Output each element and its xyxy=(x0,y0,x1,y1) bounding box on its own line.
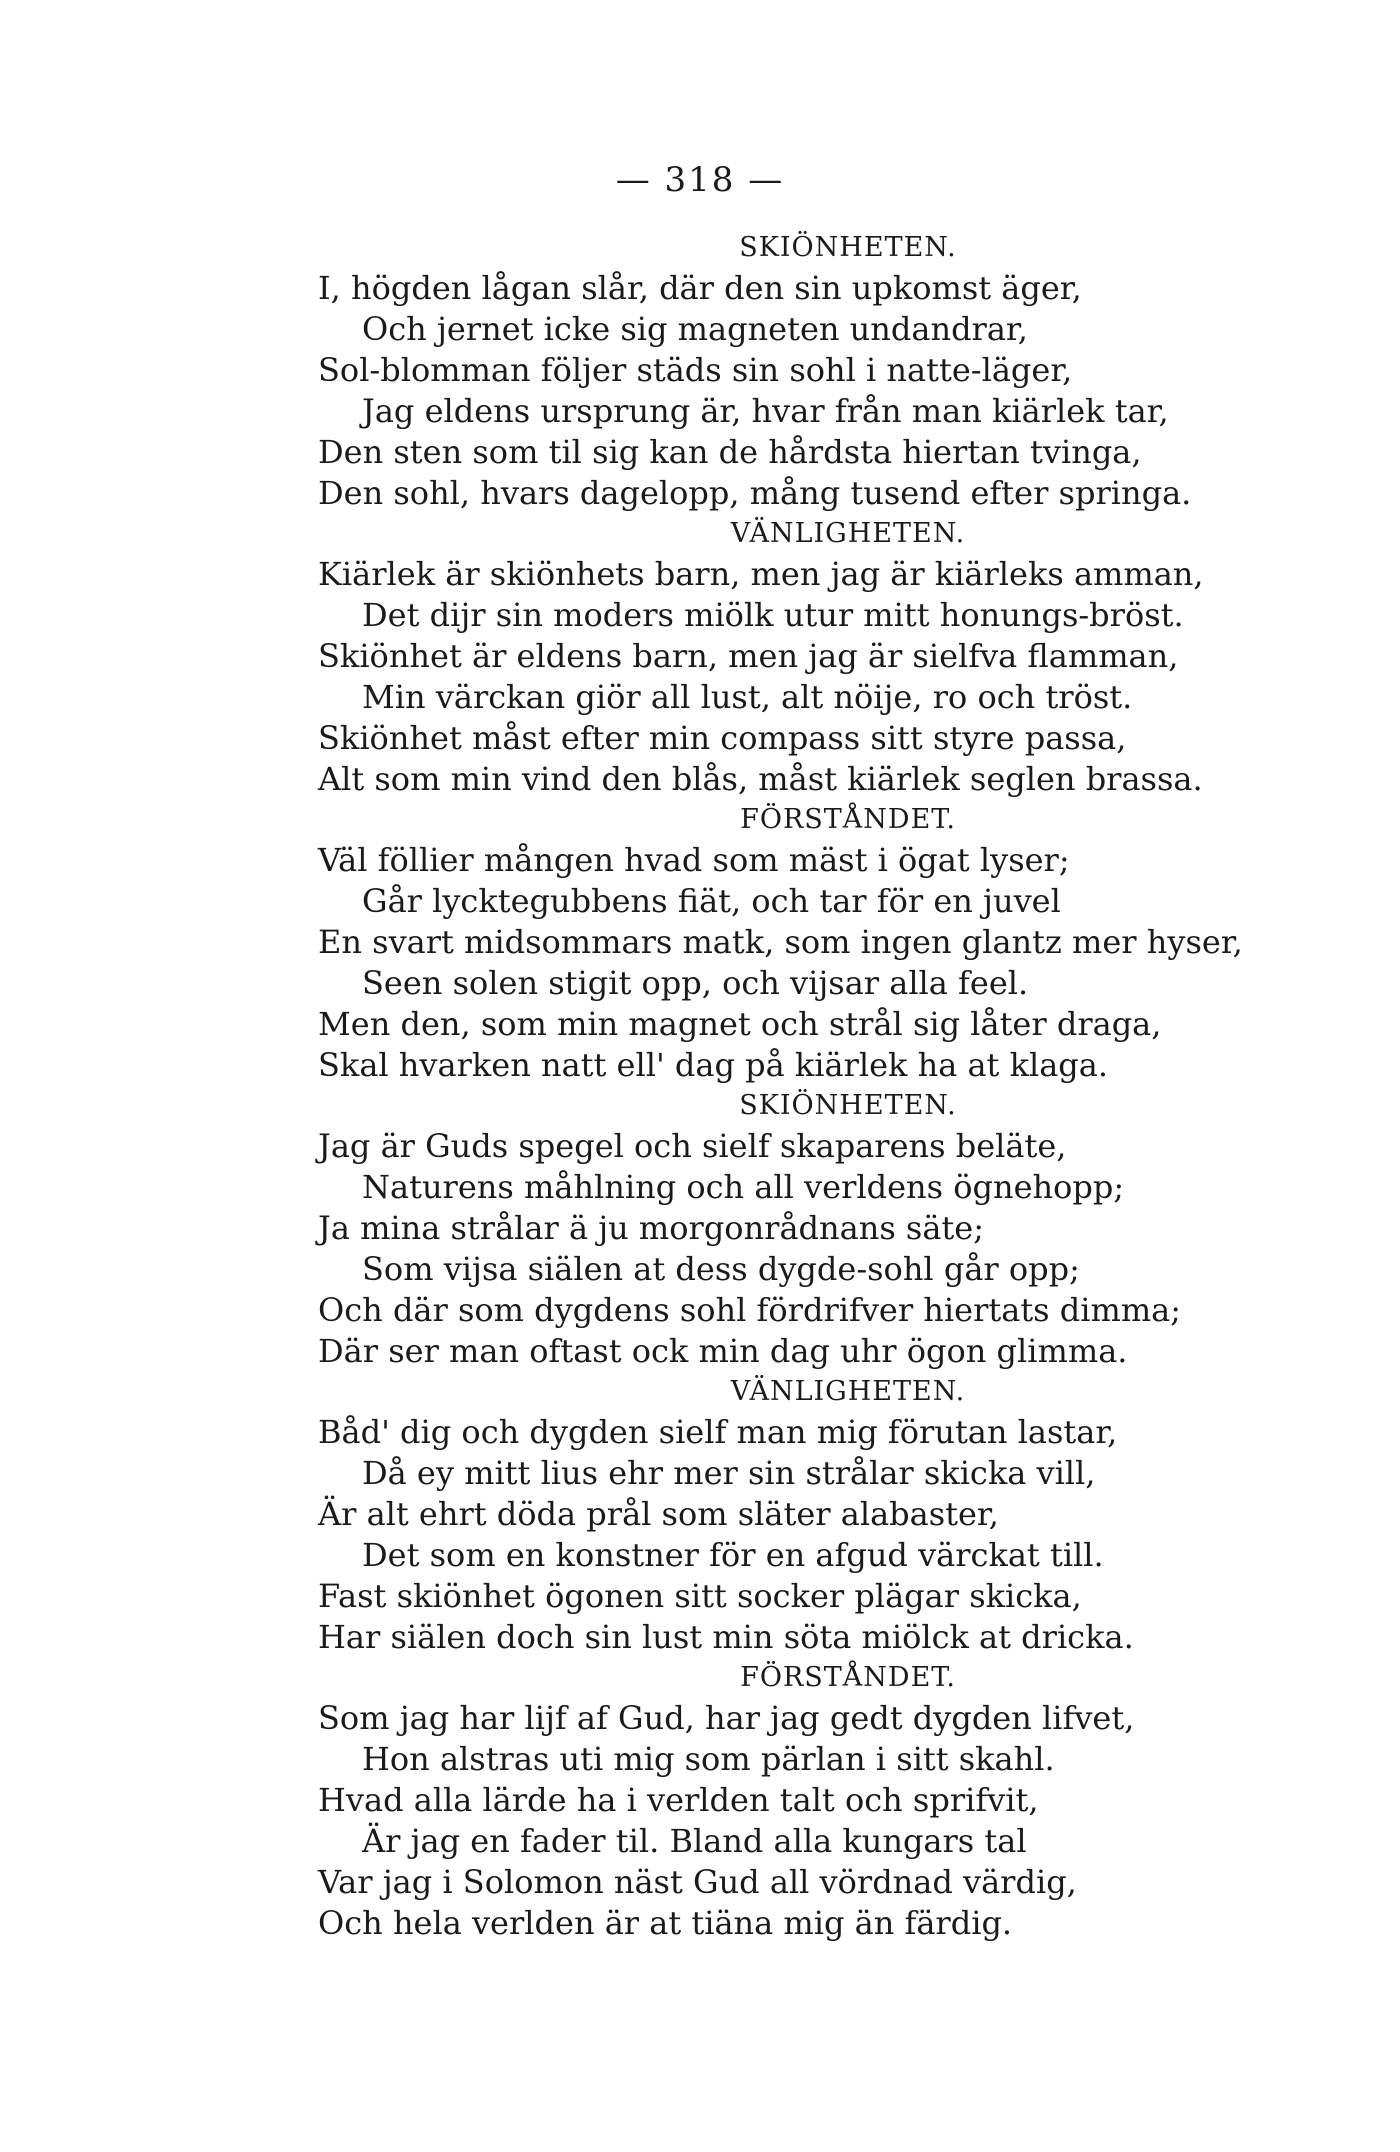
verse-line: Då ey mitt lius ehr mer sin strålar skicka vill, xyxy=(362,1454,1096,1492)
verse-line: Ja mina strålar ä ju morgonrådnans säte; xyxy=(318,1209,984,1247)
verse-line: Hon alstras uti mig som pärlan i sitt skahl. xyxy=(362,1740,1055,1778)
speaker-heading: FÖRSTÅNDET. xyxy=(740,1662,956,1693)
verse-line: Det som en konstner för en afgud värckat till. xyxy=(362,1536,1104,1574)
verse-line: Den sohl, hvars dagelopp, mång tusend efter springa. xyxy=(318,474,1192,512)
verse-line: Skiönhet är eldens barn, men jag är sielfva flamman, xyxy=(318,637,1179,675)
verse-line: Är alt ehrt döda prål som släter alabaster, xyxy=(318,1495,999,1533)
verse-line: Men den, som min magnet och strål sig låter draga, xyxy=(318,1005,1162,1043)
verse-line: Naturens måhlning och all verldens ögnehopp; xyxy=(362,1168,1125,1206)
stanza xyxy=(318,1372,1318,1658)
verse-line: Går lycktegubbens fiät, och tar för en juvel xyxy=(362,882,1061,920)
verse-line: Fast skiönhet ögonen sitt socker plägar skicka, xyxy=(318,1577,1082,1615)
verse-line: Seen solen stigit opp, och vijsar alla feel. xyxy=(362,964,1029,1002)
verse-line: Hvad alla lärde ha i verlden talt och sprifvit, xyxy=(318,1781,1039,1819)
verse-line: Väl föllier mången hvad som mäst i ögat lyser; xyxy=(318,841,1070,879)
verse-line: Den sten som til sig kan de hårdsta hiertan tvinga, xyxy=(318,433,1142,471)
verse-line: Och där som dygdens sohl fördrifver hiertats dimma; xyxy=(318,1291,1182,1329)
verse-line: Det dijr sin moders miölk utur mitt honungs-bröst. xyxy=(362,596,1184,634)
stanza xyxy=(318,800,1318,1086)
verse-line: Sol-blomman följer städs sin sohl i natte-läger, xyxy=(318,351,1073,389)
verse-line: Som jag har lijf af Gud, har jag gedt dygden lifvet, xyxy=(318,1699,1135,1737)
verse-line: Som vijsa siälen at dess dygde-sohl går opp; xyxy=(362,1250,1080,1288)
speaker-heading: VÄNLIGHETEN. xyxy=(730,1376,966,1407)
verse-line: Där ser man oftast ock min dag uhr ögon glimma. xyxy=(318,1332,1128,1370)
page-number: — 318 — xyxy=(615,160,785,200)
verse-line: En svart midsommars matk, som ingen glantz mer hyser, xyxy=(318,923,1243,961)
speaker-heading: FÖRSTÅNDET. xyxy=(740,804,956,835)
verse-line: Skiönhet måst efter min compass sitt styre passa, xyxy=(318,719,1127,757)
verse-line: Var jag i Solomon näst Gud all vördnad värdig, xyxy=(318,1863,1077,1901)
verse-line: Är jag en fader til. Bland alla kungars tal xyxy=(362,1822,1027,1860)
verse-line: I, högden lågan slår, där den sin upkomst äger, xyxy=(318,269,1082,307)
stanza xyxy=(318,514,1318,800)
verse-line: Och jernet icke sig magneten undandrar, xyxy=(362,310,1028,348)
verse-line: Alt som min vind den blås, måst kiärlek seglen brassa. xyxy=(318,760,1203,798)
speaker-heading: SKIÖNHETEN. xyxy=(739,1090,957,1121)
verse-line: Och hela verlden är at tiäna mig än färdig. xyxy=(318,1904,1013,1942)
speaker-heading: SKIÖNHETEN. xyxy=(739,232,957,263)
stanza xyxy=(318,1086,1318,1372)
verse-line: Jag är Guds spegel och sielf skaparens beläte, xyxy=(318,1127,1067,1165)
poem-text xyxy=(318,228,1318,1944)
verse-line: Båd' dig och dygden sielf man mig förutan lastar, xyxy=(318,1413,1118,1451)
verse-line: Jag eldens ursprung är, hvar från man kiärlek tar, xyxy=(362,392,1169,430)
verse-line: Min värckan giör all lust, alt nöije, ro och tröst. xyxy=(362,678,1133,716)
stanza xyxy=(318,1658,1318,1944)
stanza xyxy=(318,228,1318,514)
verse-line: Skal hvarken natt ell' dag på kiärlek ha at klaga. xyxy=(318,1046,1109,1084)
speaker-heading: VÄNLIGHETEN. xyxy=(730,518,966,549)
verse-line: Kiärlek är skiönhets barn, men jag är kiärleks amman, xyxy=(318,555,1204,593)
verse-line: Har siälen doch sin lust min söta miölck at dricka. xyxy=(318,1618,1134,1656)
